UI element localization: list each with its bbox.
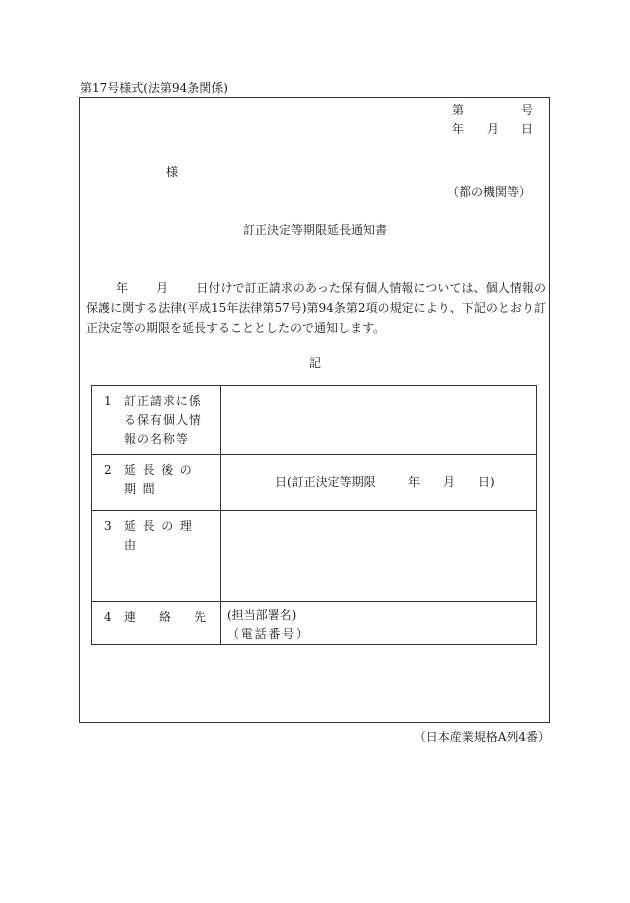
- row2-label-cell: [92, 455, 221, 511]
- row2-label: 延長後の期間: [124, 463, 199, 496]
- row4-dept: (担当部署名): [227, 608, 297, 622]
- row4-label-char3: 先: [193, 610, 206, 624]
- table-row: [92, 386, 537, 455]
- row2-value-prefix: 日(訂正決定等期限: [275, 475, 376, 489]
- sender-agency: （都の機関等）: [447, 185, 532, 199]
- row1-label: 訂正請求に係る保有個人情報の名称等: [124, 394, 202, 446]
- body-month: 月: [156, 281, 169, 295]
- row1-value-cell: [221, 386, 537, 455]
- ki-heading: 記: [308, 356, 321, 370]
- row2-value-month: 月: [443, 475, 456, 489]
- date-year: 年: [452, 122, 465, 136]
- document-title: 訂正決定等期限延長通知書: [242, 223, 387, 237]
- body-text: 日付けで訂正請求のあった保有個人情報については、個人情報の保護に関する法律(平成15年法律第57号)第94条第2項の規定により、下記のとおり訂正決定等の期限を延長することとしたので通知します。: [86, 281, 546, 335]
- row4-label: [124, 608, 214, 627]
- row4-label-char2: 絡: [158, 610, 171, 624]
- details-table: [91, 385, 537, 645]
- row1-number: 1: [104, 394, 112, 408]
- row3-number: 3: [104, 519, 112, 533]
- row4-label-cell: [92, 602, 221, 645]
- table-row: [92, 511, 537, 602]
- row3-value-cell: [221, 511, 537, 602]
- doc-number-suffix: 号: [521, 103, 534, 117]
- addressee-honorific: 様: [166, 165, 179, 179]
- body-paragraph: [86, 278, 546, 338]
- paper-size-note: （日本産業規格A列4番）: [413, 730, 550, 744]
- table-row: [92, 602, 537, 645]
- row1-label-cell: [92, 386, 221, 455]
- table-row: [92, 455, 537, 511]
- date-day: 日: [521, 122, 534, 136]
- row3-label-cell: [92, 511, 221, 602]
- row4-phone: （電話番号）: [227, 627, 310, 641]
- form-number-label: 第17号様式(法第94条関係): [80, 81, 228, 95]
- body-year: 年: [116, 281, 129, 295]
- row4-label-char1: 連: [124, 610, 137, 624]
- row3-label: 延長の理由: [124, 519, 199, 552]
- row2-value-cell: [221, 455, 537, 511]
- row2-value-year: 年: [408, 475, 421, 489]
- doc-number-prefix: 第: [452, 103, 465, 117]
- row2-number: 2: [104, 463, 112, 477]
- row4-number: 4: [104, 610, 112, 624]
- row4-value-cell: [221, 602, 537, 645]
- date-month: 月: [487, 122, 500, 136]
- row2-value-day: 日): [478, 475, 495, 489]
